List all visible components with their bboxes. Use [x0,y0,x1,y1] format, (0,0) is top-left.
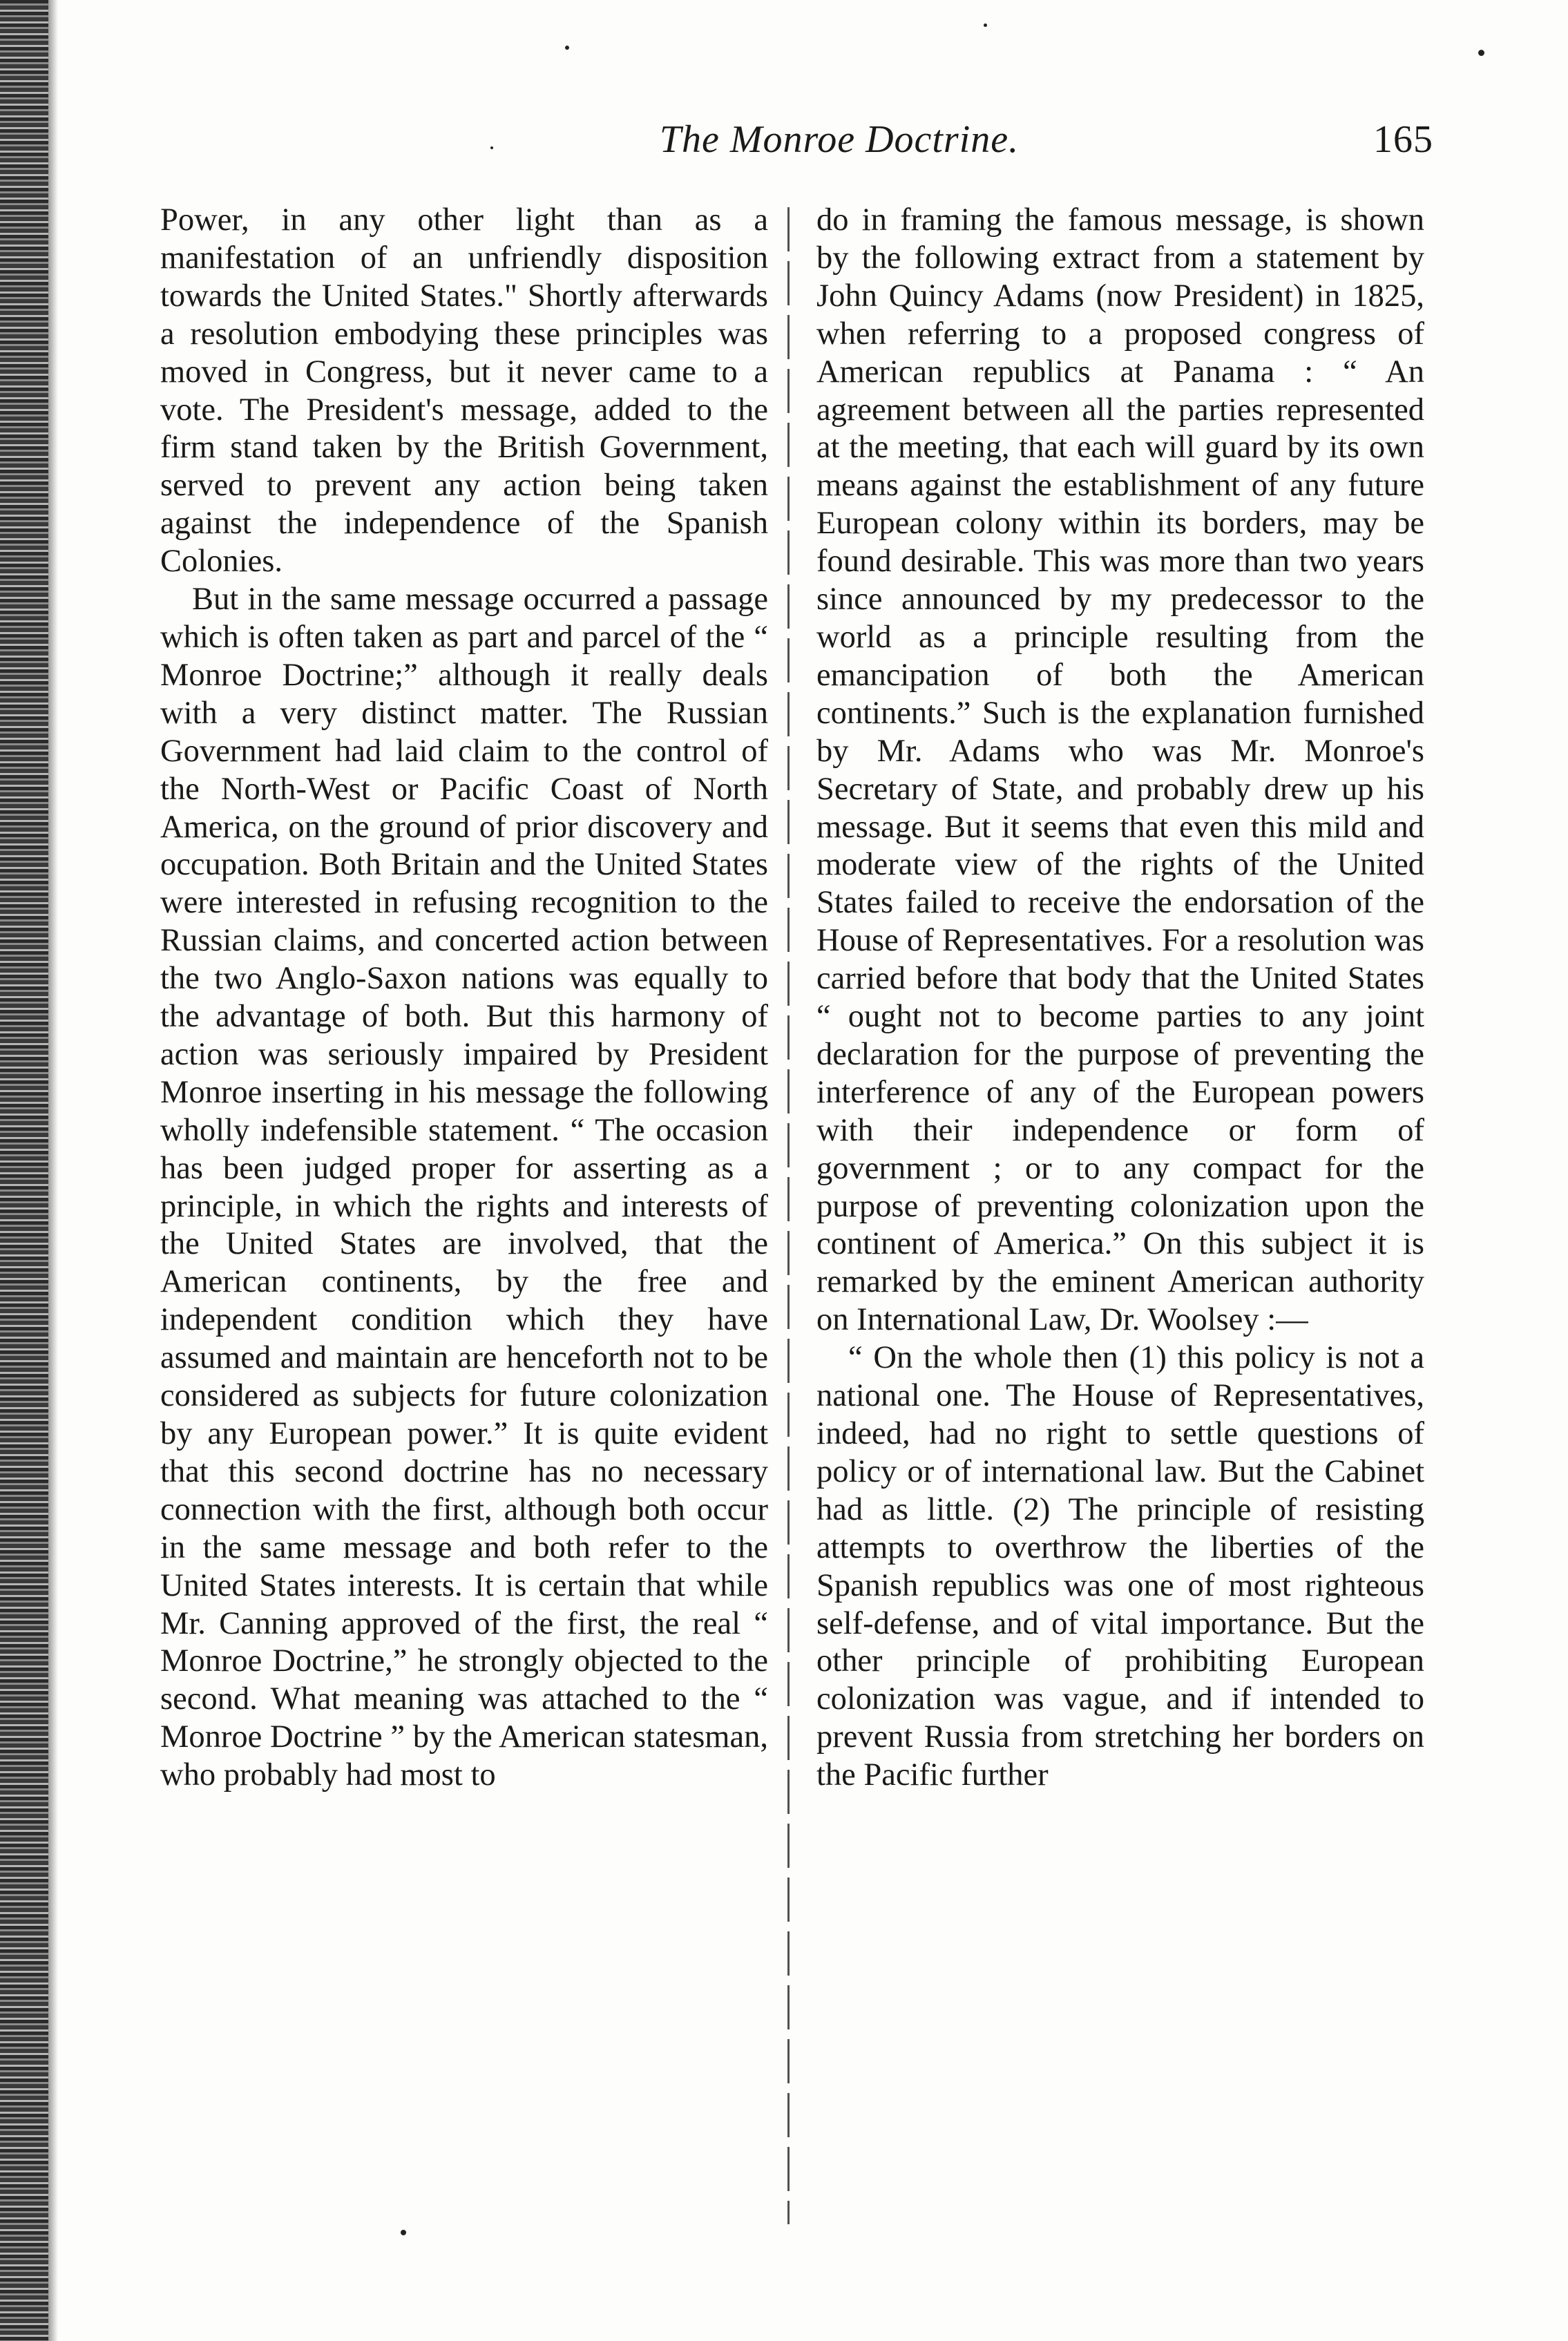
paragraph: Power, in any other light than as a manifestation of an unfriendly disposition towards the United States." Shortly afterwards a resolution embodying these principles was moved in Congress, but it never came to a vote. The President's message, added to the firm stand taken by the British Government, served to prevent any action being taken against the independence of the Spanish Colonies. [160,202,768,580]
paragraph: But in the same message occurred a passage which is often taken as part and parcel of the “ Monroe Doctrine;” although it really deals with a very distinct matter. The Russian Government had laid claim to the control of the North-West or Pacific Coast of North America, on the ground of prior discovery and occupation. Both Britain and the United States were interested in refusing recognition to the Russian claims, and concerted action between the two Anglo-Saxon nations was equally to the advantage of both. But this harmony of action was seriously impaired by President Monroe inserting in his message the following wholly indefensible statement. “ The occasion has been judged proper for asserting as a principle, in which the rights and interests of the United States are involved, that the American continents, by the free and independent condition which they have assumed and maintain are henceforth not to be considered as subjects for future colonization by any European power.” It is quite evident that this second doctrine has no necessary connection with the first, although both occur in the same message and both refer to the United States interests. It is certain that while Mr. Canning approved of the first, the real “ Monroe Doctrine,” he strongly objected to the second. What meaning was attached to the “ Monroe Doctrine ” by the American statesman, who probably had most to [160,582,768,1793]
column-divider-rule [787,207,790,2224]
book-binding-edge [0,0,48,2341]
page-number: 165 [1373,118,1433,161]
print-speck [401,2230,406,2235]
left-text-column [160,202,768,1795]
right-text-column [816,202,1424,1795]
running-header [0,117,1568,180]
print-speck [1478,50,1484,56]
print-speck [490,146,493,149]
paragraph: “ On the whole then (1) this policy is not a national one. The House of Representatives, indeed, had no right to settle questions of policy or of international law. But the Cabinet had as little. (2) The principle of resisting attempts to overthrow the liberties of the Spanish republics was one of most righteous self-defense, and of vital importance. But the other principle of prohibiting European colonization was vague, and if intended to prevent Russia from stretching her borders on the Pacific further [816,1340,1424,1793]
print-speck [984,23,987,27]
paragraph: do in framing the famous message, is shown by the following extract from a statement by John Quincy Adams (now President) in 1825, when referring to a proposed congress of American republics at Panama : “ An agreement between all the parties represented at the meeting, that each will guard by its own means against the establishment of any future European colony within its borders, may be found desirable. This was more than two years since announced by my predecessor to the world as a principle resulting from the emancipation of both the American continents.” Such is the explanation furnished by Mr. Adams who was Mr. Monroe's Secretary of State, and probably drew up his message. But it seems that even this mild and moderate view of the rights of the United States failed to receive the endorsation of the House of Representatives. For a resolution was carried before that body that the United States “ ought not to become parties to any joint declaration for the purpose of preventing the interference of any of the European powers with their independence or form of government ; or to any compact for the purpose of preventing colonization upon the continent of America.” On this subject it is remarked by the eminent American authority on International Law, Dr. Woolsey :— [816,202,1424,1338]
running-title: The Monroe Doctrine. [659,118,1020,161]
print-speck [565,46,569,50]
